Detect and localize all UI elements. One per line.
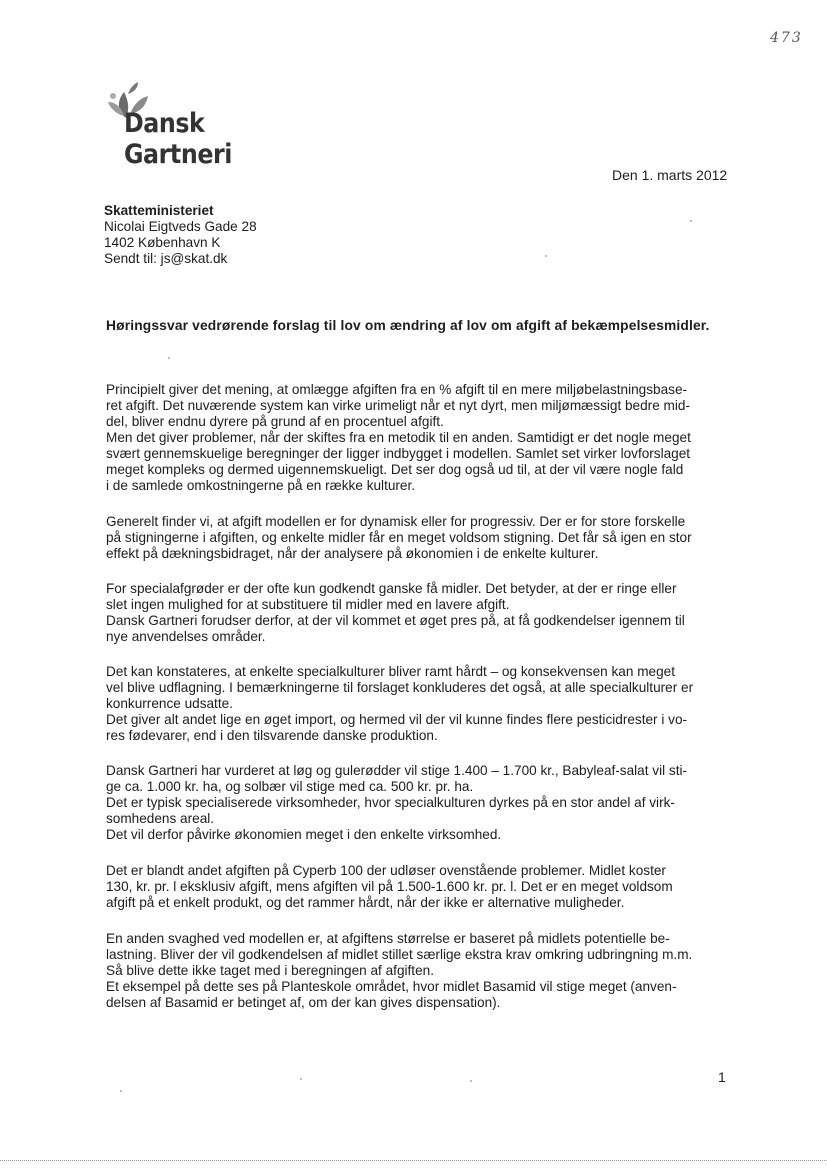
body-line: For specialafgrøder er der ofte kun godkendt ganske få midler. Det betyder, at der er ringe eller	[106, 581, 677, 596]
body-line: effekt på dækningsbidraget, når der analysere på økonomien i de enkelte kulturer.	[106, 546, 599, 561]
scan-bottom-edge	[0, 1160, 827, 1161]
scan-speck	[168, 357, 170, 359]
body-line: somhedens areal.	[106, 811, 215, 826]
scan-speck	[120, 1090, 122, 1092]
dansk-gartneri-logo	[104, 78, 304, 170]
body-line: Principielt giver det mening, at omlægge afgiften fra en % afgift til en mere miljøbelastningsbase-	[106, 382, 688, 397]
body-line: slet ingen mulighed for at substituere til midler med en lavere afgift.	[106, 597, 510, 612]
page-number: 1	[718, 1069, 726, 1085]
body-line: lastning. Bliver der vil godkendelsen af midlet stillet særlige ekstra krav omkring udbringning m.m.	[106, 947, 693, 962]
body-line: 130, kr. pr. l eksklusiv afgift, mens afgiften vil på 1.500-1.600 kr. pr. l. Det er en meget voldsom	[106, 879, 673, 894]
body-line: på stigningerne i afgiften, og enkelte midler får en meget voldsom stigning. Det får så igen en stor	[106, 530, 692, 545]
body-line: Generelt finder vi, at afgift modellen er for dynamisk eller for progressiv. Der er for store forskelle	[106, 514, 686, 529]
body-line: konkurrence udsatte.	[106, 696, 233, 711]
scan-speck	[470, 1080, 472, 1082]
body-line: Det kan konstateres, at enkelte specialkulturer bliver ramt hårdt – og konsekvensen kan meget	[106, 664, 675, 679]
body-line: Det er blandt andet afgiften på Cyperb 100 der udløser ovenstående problemer. Midlet koster	[106, 863, 666, 878]
scan-speck	[300, 1078, 302, 1080]
body-line: nye anvendelses områder.	[106, 629, 266, 644]
recipient-city: 1402 København K	[104, 235, 221, 250]
scan-speck	[545, 255, 547, 257]
body-line: Så blive dette ikke taget med i beregningen af afgiften.	[106, 963, 434, 978]
body-line: svært gennemskuelige beregninger der ligger indbygget i modellen. Samlet set virker lovforslaget	[106, 446, 691, 461]
logo-text: Dansk Gartneri	[124, 108, 232, 170]
body-line: delsen af Basamid er betinget af, om der kan gives dispensation).	[106, 995, 501, 1010]
body-line: Et eksempel på dette ses på Planteskole området, hvor midlet Basamid vil stige meget (anven-	[106, 979, 677, 994]
body-line: Dansk Gartneri forudser derfor, at der vil kommet et øget pres på, at få godkendelser igennem til	[106, 613, 685, 628]
body-line: del, bliver endnu dyrere på grund af en procentuel afgift.	[106, 414, 444, 429]
body-line: Det vil derfor påvirke økonomien meget i den enkelte virksomhed.	[106, 827, 502, 842]
scan-speck	[690, 220, 692, 222]
body-line: Men det giver problemer, når der skiftes fra en metodik til en anden. Samtidigt er det nogle meget	[106, 430, 691, 445]
body-line: En anden svaghed ved modellen er, at afgiftens størrelse er baseret på midlets potentielle be-	[106, 931, 670, 946]
recipient-street: Nicolai Eigtveds Gade 28	[104, 219, 257, 234]
recipient-email: Sendt til: js@skat.dk	[104, 251, 228, 266]
handwritten-page-mark: 473	[770, 30, 803, 46]
body-line: Det er typisk specialiserede virksomheder, hvor specialkulturen dyrkes på en stor andel af virk-	[106, 795, 675, 810]
body-line: ret afgift. Det nuværende system kan virke urimeligt når et nyt dyrt, men miljømæssigt bedre mid-	[106, 398, 690, 413]
body-line: afgift på et enkelt produkt, og det rammer hårdt, når der ikke er alternative muligheder.	[106, 895, 625, 910]
body-line: vel blive udflagning. I bemærkningerne til forslaget konkluderes det også, at alle specialkulturer er	[106, 680, 694, 695]
body-line: Det giver alt andet lige en øget import, og hermed vil der vil kunne findes flere pesticidrester i vo-	[106, 712, 688, 727]
recipient-name: Skatteministeriet	[104, 203, 214, 218]
letter-date: Den 1. marts 2012	[612, 167, 728, 183]
body-line: Dansk Gartneri har vurderet at løg og gulerødder vil stige 1.400 – 1.700 kr., Babyleaf-salat vil sti-	[106, 763, 688, 778]
letter-subject: Høringssvar vedrørende forslag til lov om ændring af lov om afgift af bekæmpelsesmidler.	[106, 318, 710, 333]
body-line: res fødevarer, end i den tilsvarende danske produktion.	[106, 728, 438, 743]
body-line: meget kompleks og dermed uigennemskueligt. Det ser dog også ud til, at der vil være nogle fald	[106, 462, 684, 477]
body-line: i de samlede omkostningerne på en række kulturer.	[106, 478, 416, 493]
body-line: ge ca. 1.000 kr. ha, og solbær vil stige med ca. 500 kr. pr. ha.	[106, 779, 474, 794]
